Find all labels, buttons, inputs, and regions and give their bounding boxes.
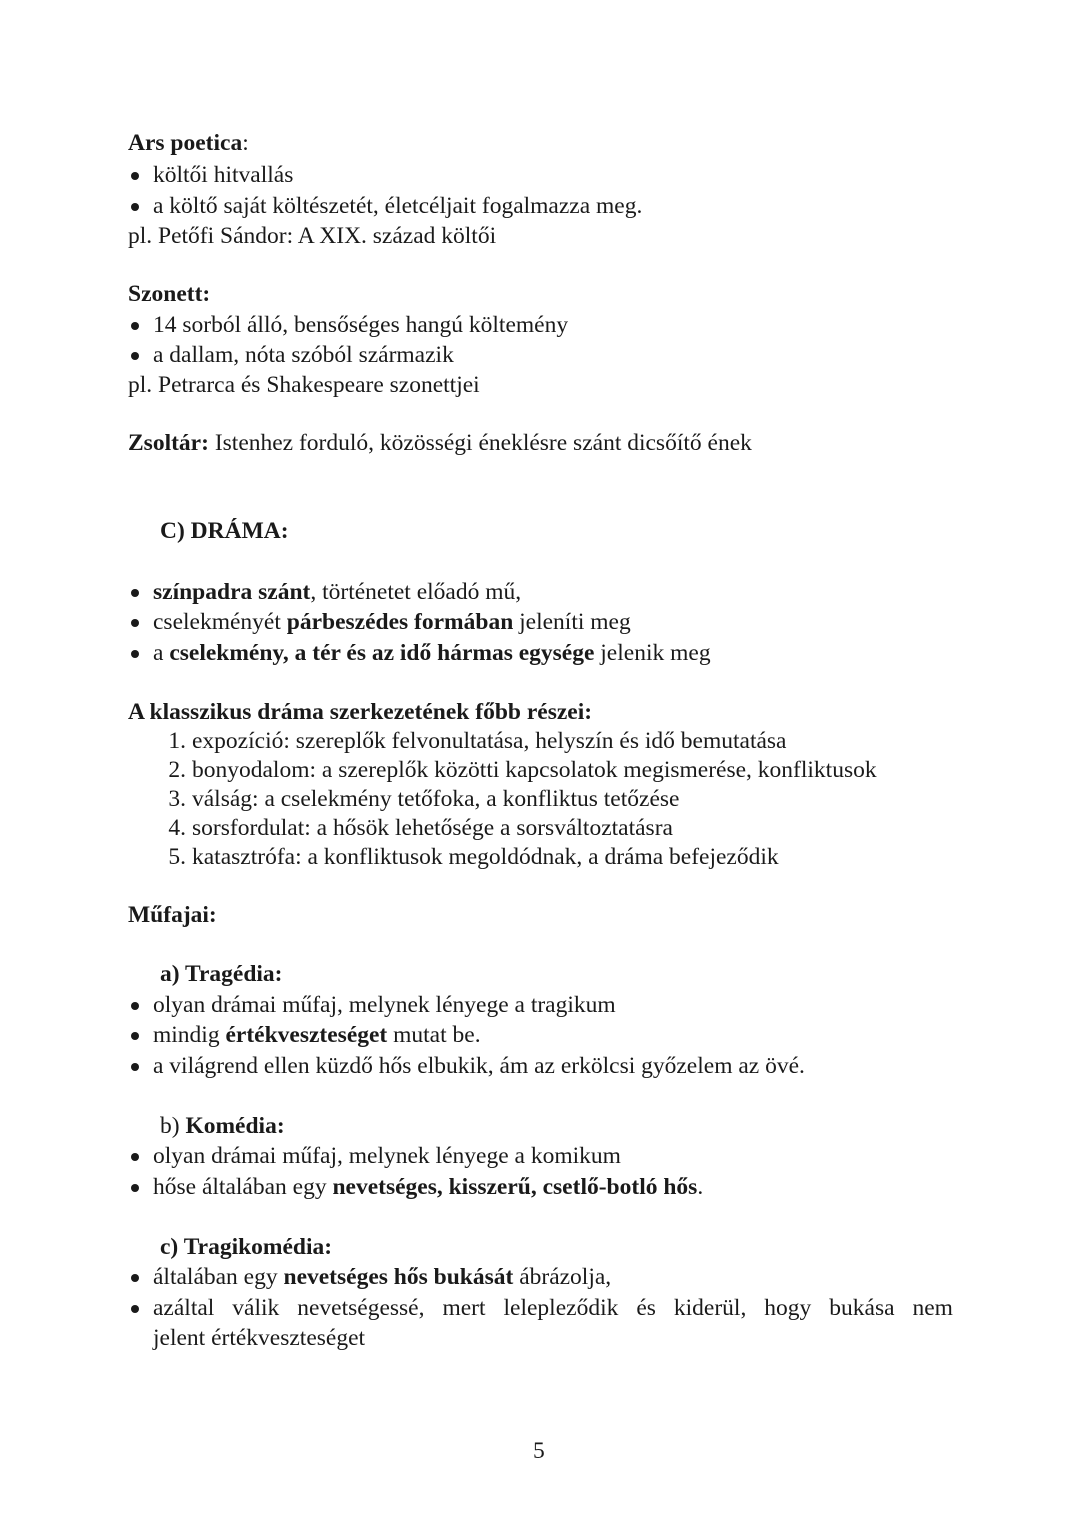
numbered-item: 5. katasztrófa: a konfliktusok megoldódnak, a dráma befejeződik (168, 844, 779, 870)
tragikomedia-heading: c) Tragikomédia: (160, 1234, 333, 1260)
komedia-heading: b) Komédia: (160, 1113, 285, 1139)
numbered-item: 1. expozíció: szereplők felvonultatása, helyszín és idő bemutatása (168, 728, 787, 754)
list-item: olyan drámai műfaj, melynek lényege a tragikum (153, 992, 616, 1018)
justified-line: azáltal válik nevetségessé, mert lelepleződik és kiderül, hogy bukása nem (153, 1295, 953, 1321)
list-item (153, 1293, 953, 1323)
example-line: pl. Petőfi Sándor: A XIX. század költői (128, 223, 497, 249)
list-item: a cselekmény, a tér és az idő hármas egysége jelenik meg (153, 640, 711, 666)
numbered-item: 2. bonyodalom: a szereplők közötti kapcsolatok megismerése, konfliktusok (168, 757, 877, 783)
list-item: cselekményét párbeszédes formában jeleníti meg (153, 609, 631, 635)
szonett-heading: Szonett: (128, 281, 211, 307)
list-item-continuation: jelent értékveszteséget (153, 1325, 366, 1351)
list-item: 14 sorból álló, bensőséges hangú költemény (153, 312, 569, 338)
list-item: mindig értékveszteséget mutat be. (153, 1022, 481, 1048)
list-item: színpadra szánt, történetet előadó mű, (153, 579, 522, 605)
numbered-item: 3. válság: a cselekmény tetőfoka, a konfliktus tetőzése (168, 786, 680, 812)
mufajai-heading: Műfajai: (128, 902, 217, 928)
drama-heading: C) DRÁMA: (160, 518, 289, 544)
numbered-item: 4. sorsfordulat: a hősök lehetősége a sorsváltoztatásra (168, 815, 673, 841)
list-item: a világrend ellen küzdő hős elbukik, ám az erkölcsi győzelem az övé. (153, 1053, 805, 1079)
list-item: a dallam, nóta szóból származik (153, 342, 454, 368)
example-line: pl. Petrarca és Shakespeare szonettjei (128, 372, 480, 398)
list-item: költői hitvallás (153, 162, 294, 188)
list-item: általában egy nevetséges hős bukását ábrázolja, (153, 1264, 612, 1290)
list-item: olyan drámai műfaj, melynek lényege a komikum (153, 1143, 621, 1169)
list-item: a költő saját költészetét, életcéljait fogalmazza meg. (153, 193, 643, 219)
tragedia-heading: a) Tragédia: (160, 961, 283, 987)
zsoltar-line: Zsoltár: Istenhez forduló, közösségi éneklésre szánt dicsőítő ének (128, 430, 752, 456)
list-item: hőse általában egy nevetséges, kisszerű, csetlő-botló hős. (153, 1174, 704, 1200)
ars-poetica-heading: Ars poetica: (128, 130, 249, 156)
klasszikus-heading: A klasszikus dráma szerkezetének főbb részei: (128, 699, 593, 725)
page-number: 5 (533, 1438, 545, 1464)
